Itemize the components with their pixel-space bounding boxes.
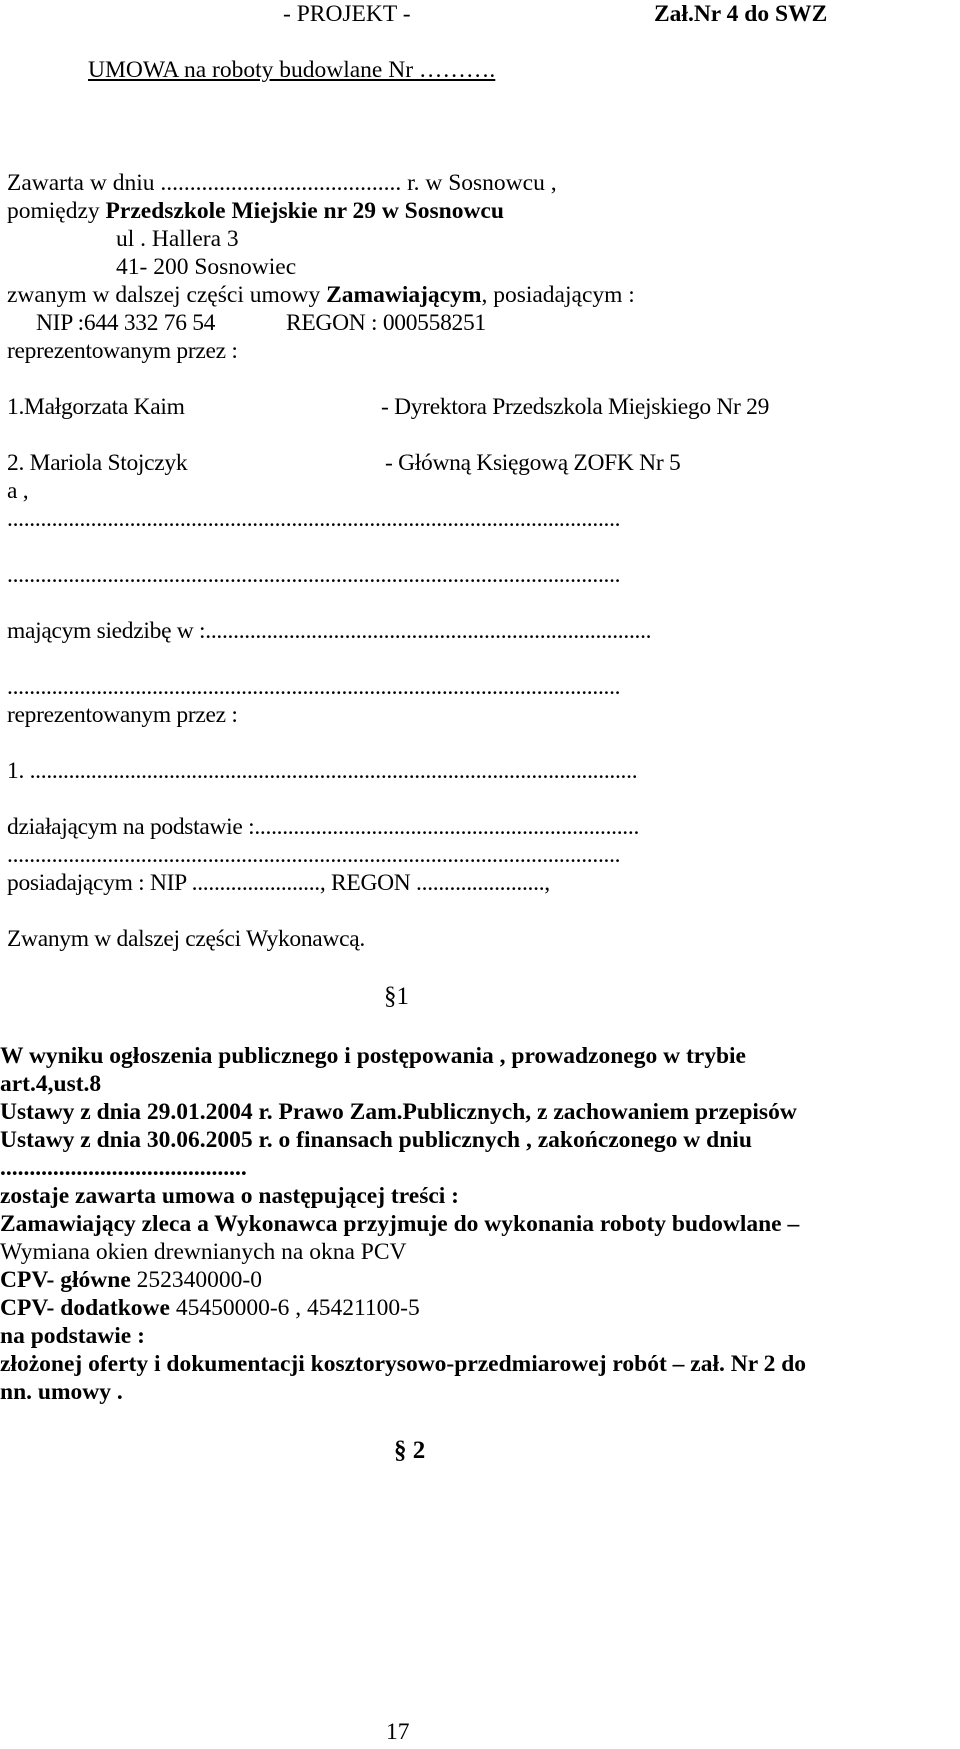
section-1-line-8: Wymiana okien drewnianych na okna PCV — [0, 1239, 407, 1265]
basis-line-2: nn. umowy . — [0, 1379, 123, 1405]
basis-label: na podstawie : — [0, 1323, 145, 1349]
rep1-role: - Dyrektora Przedszkola Miejskiego Nr 29 — [381, 394, 770, 420]
section-1-line-4: Ustawy z dnia 30.06.2005 r. o finansach publicznych , zakończonego w dniu — [0, 1127, 752, 1153]
cpv-extra-line — [0, 1294, 420, 1322]
date-line: Zawarta w dniu ......................................... r. w Sosnowcu , — [7, 170, 557, 196]
cpv-extra-value: 45450000-6 , 45421100-5 — [169, 1295, 420, 1321]
between-line — [7, 197, 504, 225]
ordering-party-street: ul . Hallera 3 — [116, 226, 239, 252]
named-role: Zamawiającym — [326, 282, 482, 308]
contractor-nip-regon: posiadającym : NIP ......................., REGON ......................., — [7, 870, 550, 896]
representative-item: 1. ............................................................................................................. — [7, 758, 638, 784]
blank-line-1: .............................................................................................................. — [7, 506, 621, 532]
named-prefix: zwanym w dalszej części umowy — [7, 282, 327, 308]
cpv-main-label: CPV- główne — [0, 1267, 131, 1293]
rep2-role: - Główną Księgową ZOFK Nr 5 — [385, 450, 681, 476]
seat-line: mającym siedzibę w :................................................................................ — [7, 618, 652, 644]
section-1-line-6: zostaje zawarta umowa o następującej treści : — [0, 1183, 459, 1209]
represented-label: reprezentowanym przez : — [7, 338, 238, 364]
cpv-main-line — [0, 1266, 262, 1294]
contractor-label: Zwanym w dalszej części Wykonawcą. — [7, 926, 365, 952]
projekt-label: - PROJEKT - — [283, 1, 411, 27]
ordering-party-regon: REGON : 000558251 — [286, 310, 486, 336]
section-1-line-2: art.4,ust.8 — [0, 1071, 102, 1097]
section-2-heading: § 2 — [394, 1437, 426, 1464]
rep1-name: 1.Małgorzata Kaim — [7, 394, 185, 420]
section-1-line-7: Zamawiający zleca a Wykonawca przyjmuje do wykonania roboty budowlane – — [0, 1211, 800, 1237]
rep2-name: 2. Mariola Stojczyk — [7, 450, 188, 476]
cpv-extra-label: CPV- dodatkowe — [0, 1295, 170, 1321]
blank-line-3: .............................................................................................................. — [7, 674, 621, 700]
cpv-main-value: 252340000-0 — [130, 1267, 262, 1293]
represented-label-2: reprezentowanym przez : — [7, 702, 238, 728]
acting-basis-line: działającym na podstawie :..................................................................... — [7, 814, 640, 840]
ordering-party-nip: NIP :644 332 76 54 — [36, 310, 216, 336]
and-label: a , — [7, 478, 29, 504]
document-title: UMOWA na roboty budowlane Nr ………. — [88, 57, 496, 83]
attachment-label: Zał.Nr 4 do SWZ — [654, 1, 828, 27]
section-1-line-3: Ustawy z dnia 29.01.2004 r. Prawo Zam.Publicznych, z zachowaniem przepisów — [0, 1099, 797, 1125]
ordering-party-city: 41- 200 Sosnowiec — [116, 254, 297, 280]
section-1-line-1: W wyniku ogłoszenia publicznego i postępowania , prowadzonego w trybie — [0, 1043, 746, 1069]
between-label: pomiędzy — [7, 198, 106, 224]
section-1-line-5: .......................................... — [0, 1155, 247, 1181]
ordering-party-role-line — [7, 281, 635, 309]
blank-line-4: .............................................................................................................. — [7, 842, 621, 868]
ordering-party-name: Przedszkole Miejskie nr 29 w Sosnowcu — [105, 198, 504, 224]
page-number: 17 — [386, 1719, 410, 1745]
named-suffix: , posiadającym : — [481, 282, 635, 308]
basis-line-1: złożonej oferty i dokumentacji kosztorysowo-przedmiarowej robót – zał. Nr 2 do — [0, 1351, 807, 1377]
blank-line-2: .............................................................................................................. — [7, 562, 621, 588]
section-1-heading: §1 — [384, 983, 409, 1010]
